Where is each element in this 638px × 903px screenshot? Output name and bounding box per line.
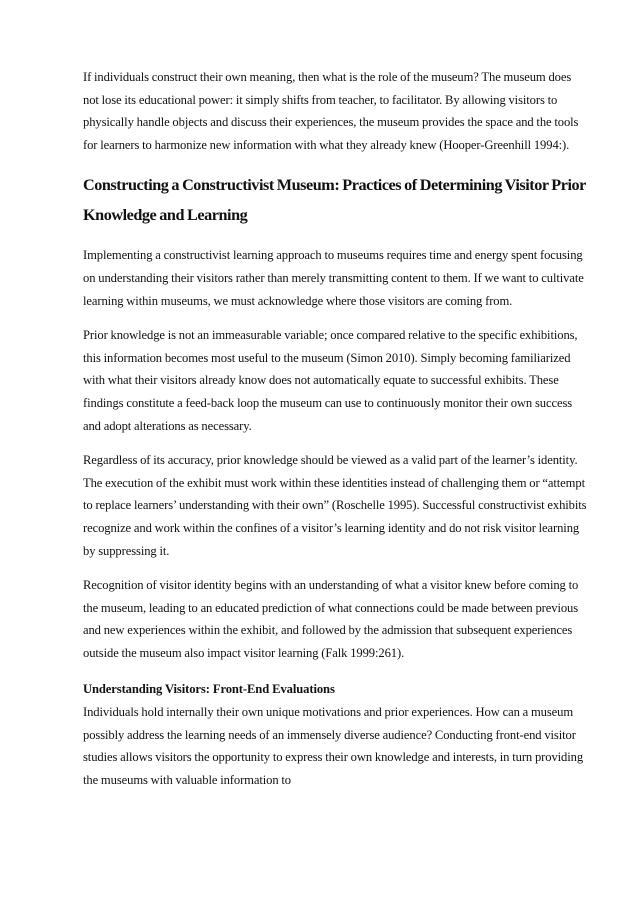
body-paragraph-2: Prior knowledge is not an immeasurable variable; once compared relative to the specific exhibitions, this information becomes most useful to the museum (Simon 2010). Simply becoming familiarized with what their visitors already know does not automatically equate to successful exhibits. These findings constitute a feed-back loop the museum can use to continuously monitor their own success and adopt alterations as necessary. [83, 328, 578, 433]
subsection-heading: Understanding Visitors: Front-End Evaluations [83, 682, 335, 697]
body-paragraph-1: Implementing a constructivist learning approach to museums requires time and energy spent focusing on understanding their visitors rather than merely transmitting content to them. If we want to cultivate learning within museums, we must acknowledge where those visitors are coming from. [83, 248, 584, 308]
final-paragraph: Individuals hold internally their own unique motivations and prior experiences. How can a museum possibly address the learning needs of an immensely diverse audience? Conducting front-end visitor studies allows visitors the opportunity to express their own knowledge and interests, in turn providing the museums with valuable information to [83, 705, 584, 787]
document-page [83, 66, 587, 791]
intro-paragraph: If individuals construct their own meaning, then what is the role of the museum? The museum does not lose its educational power: it simply shifts from teacher, to facilitator. By allowing visitors to physically handle objects and discuss their experiences, the museum provides the space and the tools for learners to harmonize new information with what they already knew (Hooper-Greenhill 1994:). [83, 70, 579, 152]
body-paragraph-4: Recognition of visitor identity begins with an understanding of what a visitor knew before coming to the museum, leading to an educated prediction of what connections could be made between previous and new experiences within the exhibit, and followed by the admission that subsequent experiences outside the museum also impact visitor learning (Falk 1999:261). [83, 578, 579, 660]
body-paragraph-3: Regardless of its accuracy, prior knowledge should be viewed as a valid part of the learner’s identity. The execution of the exhibit must work within these identities instead of challenging them or “attempt to replace learners’ understanding with their own” (Roschelle 1995). Successful constructivist exhibits recognize and work within the confines of a visitor’s learning identity and do not risk visitor learning by suppressing it. [83, 453, 587, 558]
section-heading: Constructing a Constructivist Museum: Practices of Determining Visitor Prior Knowledge and Learning [83, 176, 586, 225]
